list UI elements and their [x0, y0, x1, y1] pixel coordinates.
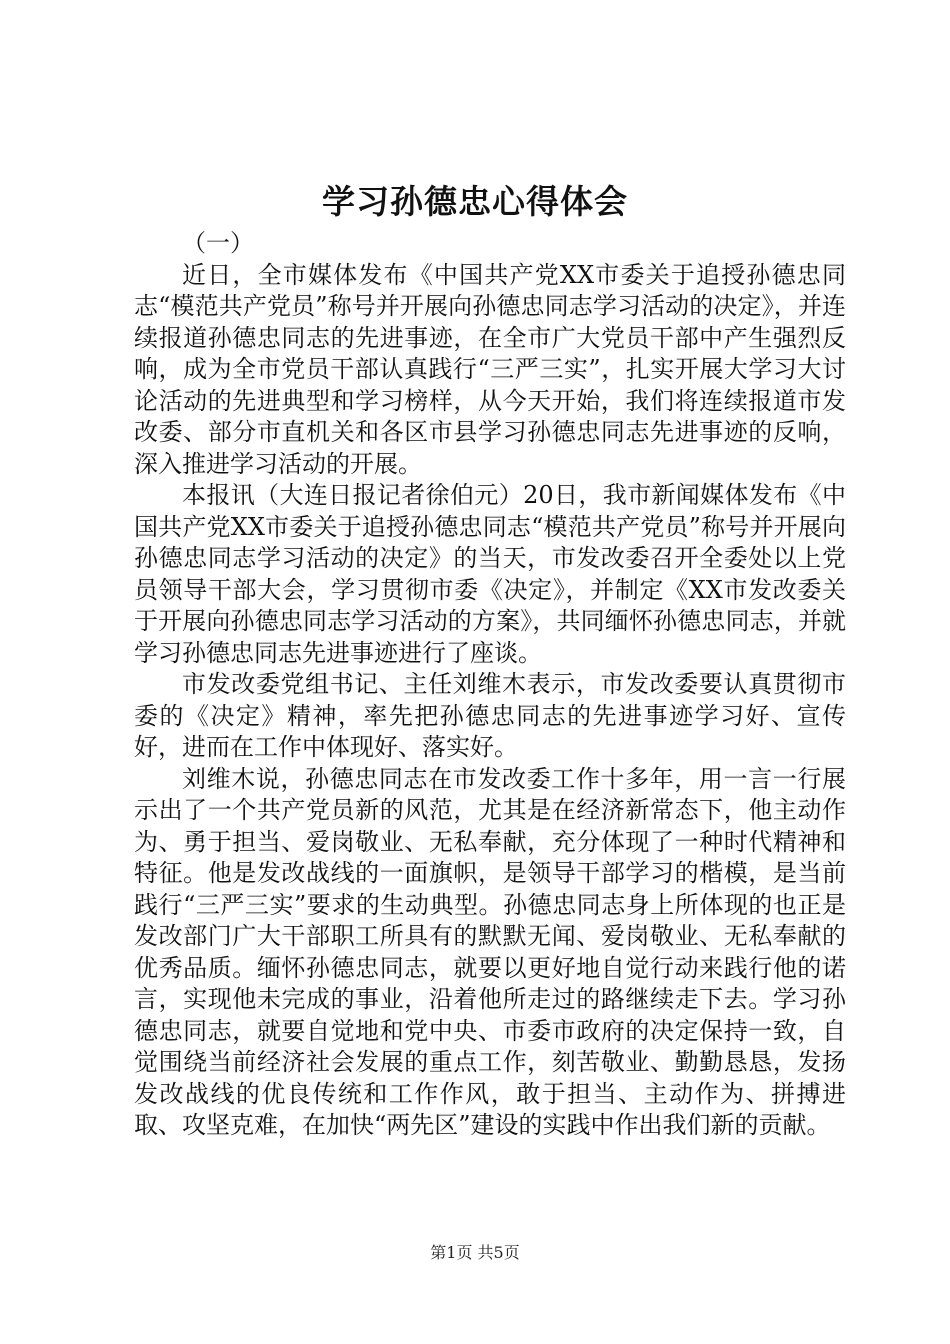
paragraph-4: 刘维木说，孙德忠同志在市发改委工作十多年，用一言一行展示出了一个共产党员新的风范，尤其是在经济新常态下，他主动作为、勇于担当、爱岗敬业、无私奉献，充分体现了一种时代精神和特征。他是发改战线的一面旗帜，是领导干部学习的楷模，是当前践行“三严三实”要求的生动典型。孙德忠同志身上所体现的也正是发改部门广大干部职工所具有的默默无闻、爱岗敬业、无私奉献的优秀品质。缅怀孙德忠同志，就要以更好地自觉行动来践行他的诺言，实现他未完成的事业，沿着他所走过的路继续走下去。学习孙德忠同志，就要自觉地和党中央、市委市政府的决定保持一致，自觉围绕当前经济社会发展的重点工作，刻苦敬业、勤勤恳恳，发扬发改战线的优良传统和工作作风，敢于担当、主动作为、拼搏进取、攻坚克难，在加快“两先区”建设的实践中作出我们新的贡献。 [134, 764, 846, 1139]
section-marker: （一） [182, 229, 254, 257]
document-title: 学习孙德忠心得体会 [322, 182, 628, 221]
paragraph-1: 近日，全市媒体发布《中国共产党XX市委关于追授孙德忠同志“模范共产党员”称号并开展向孙德忠同志学习活动的决定》，并连续报道孙德忠同志的先进事迹，在全市广大党员干部中产生强烈反响，成为全市党员干部认真践行“三严三实”，扎实开展大学习大讨论活动的先进典型和学习榜样，从今天开始，我们将连续报道市发改委、部分市直机关和各区市县学习孙德忠同志先进事迹的反响，深入推进学习活动的开展。 [134, 260, 846, 478]
document-body [134, 228, 846, 1142]
paragraph-2: 本报讯（大连日报记者徐伯元）20日，我市新闻媒体发布《中国共产党XX市委关于追授孙德忠同志“模范共产党员”称号并开展向孙德忠同志学习活动的决定》的当天，市发改委召开全委处以上党员领导干部大会，学习贯彻市委《决定》，并制定《XX市发改委关于开展向孙德忠同志学习活动的方案》，共同缅怀孙德忠同志，并就学习孙德忠同志先进事迹进行了座谈。 [134, 481, 846, 667]
paragraph-3: 市发改委党组书记、主任刘维木表示，市发改委要认真贯彻市委的《决定》精神，率先把孙德忠同志的先进事迹学习好、宣传好，进而在工作中体现好、落实好。 [134, 670, 846, 761]
page-number-footer: 第1页 共5页 [430, 1243, 520, 1262]
